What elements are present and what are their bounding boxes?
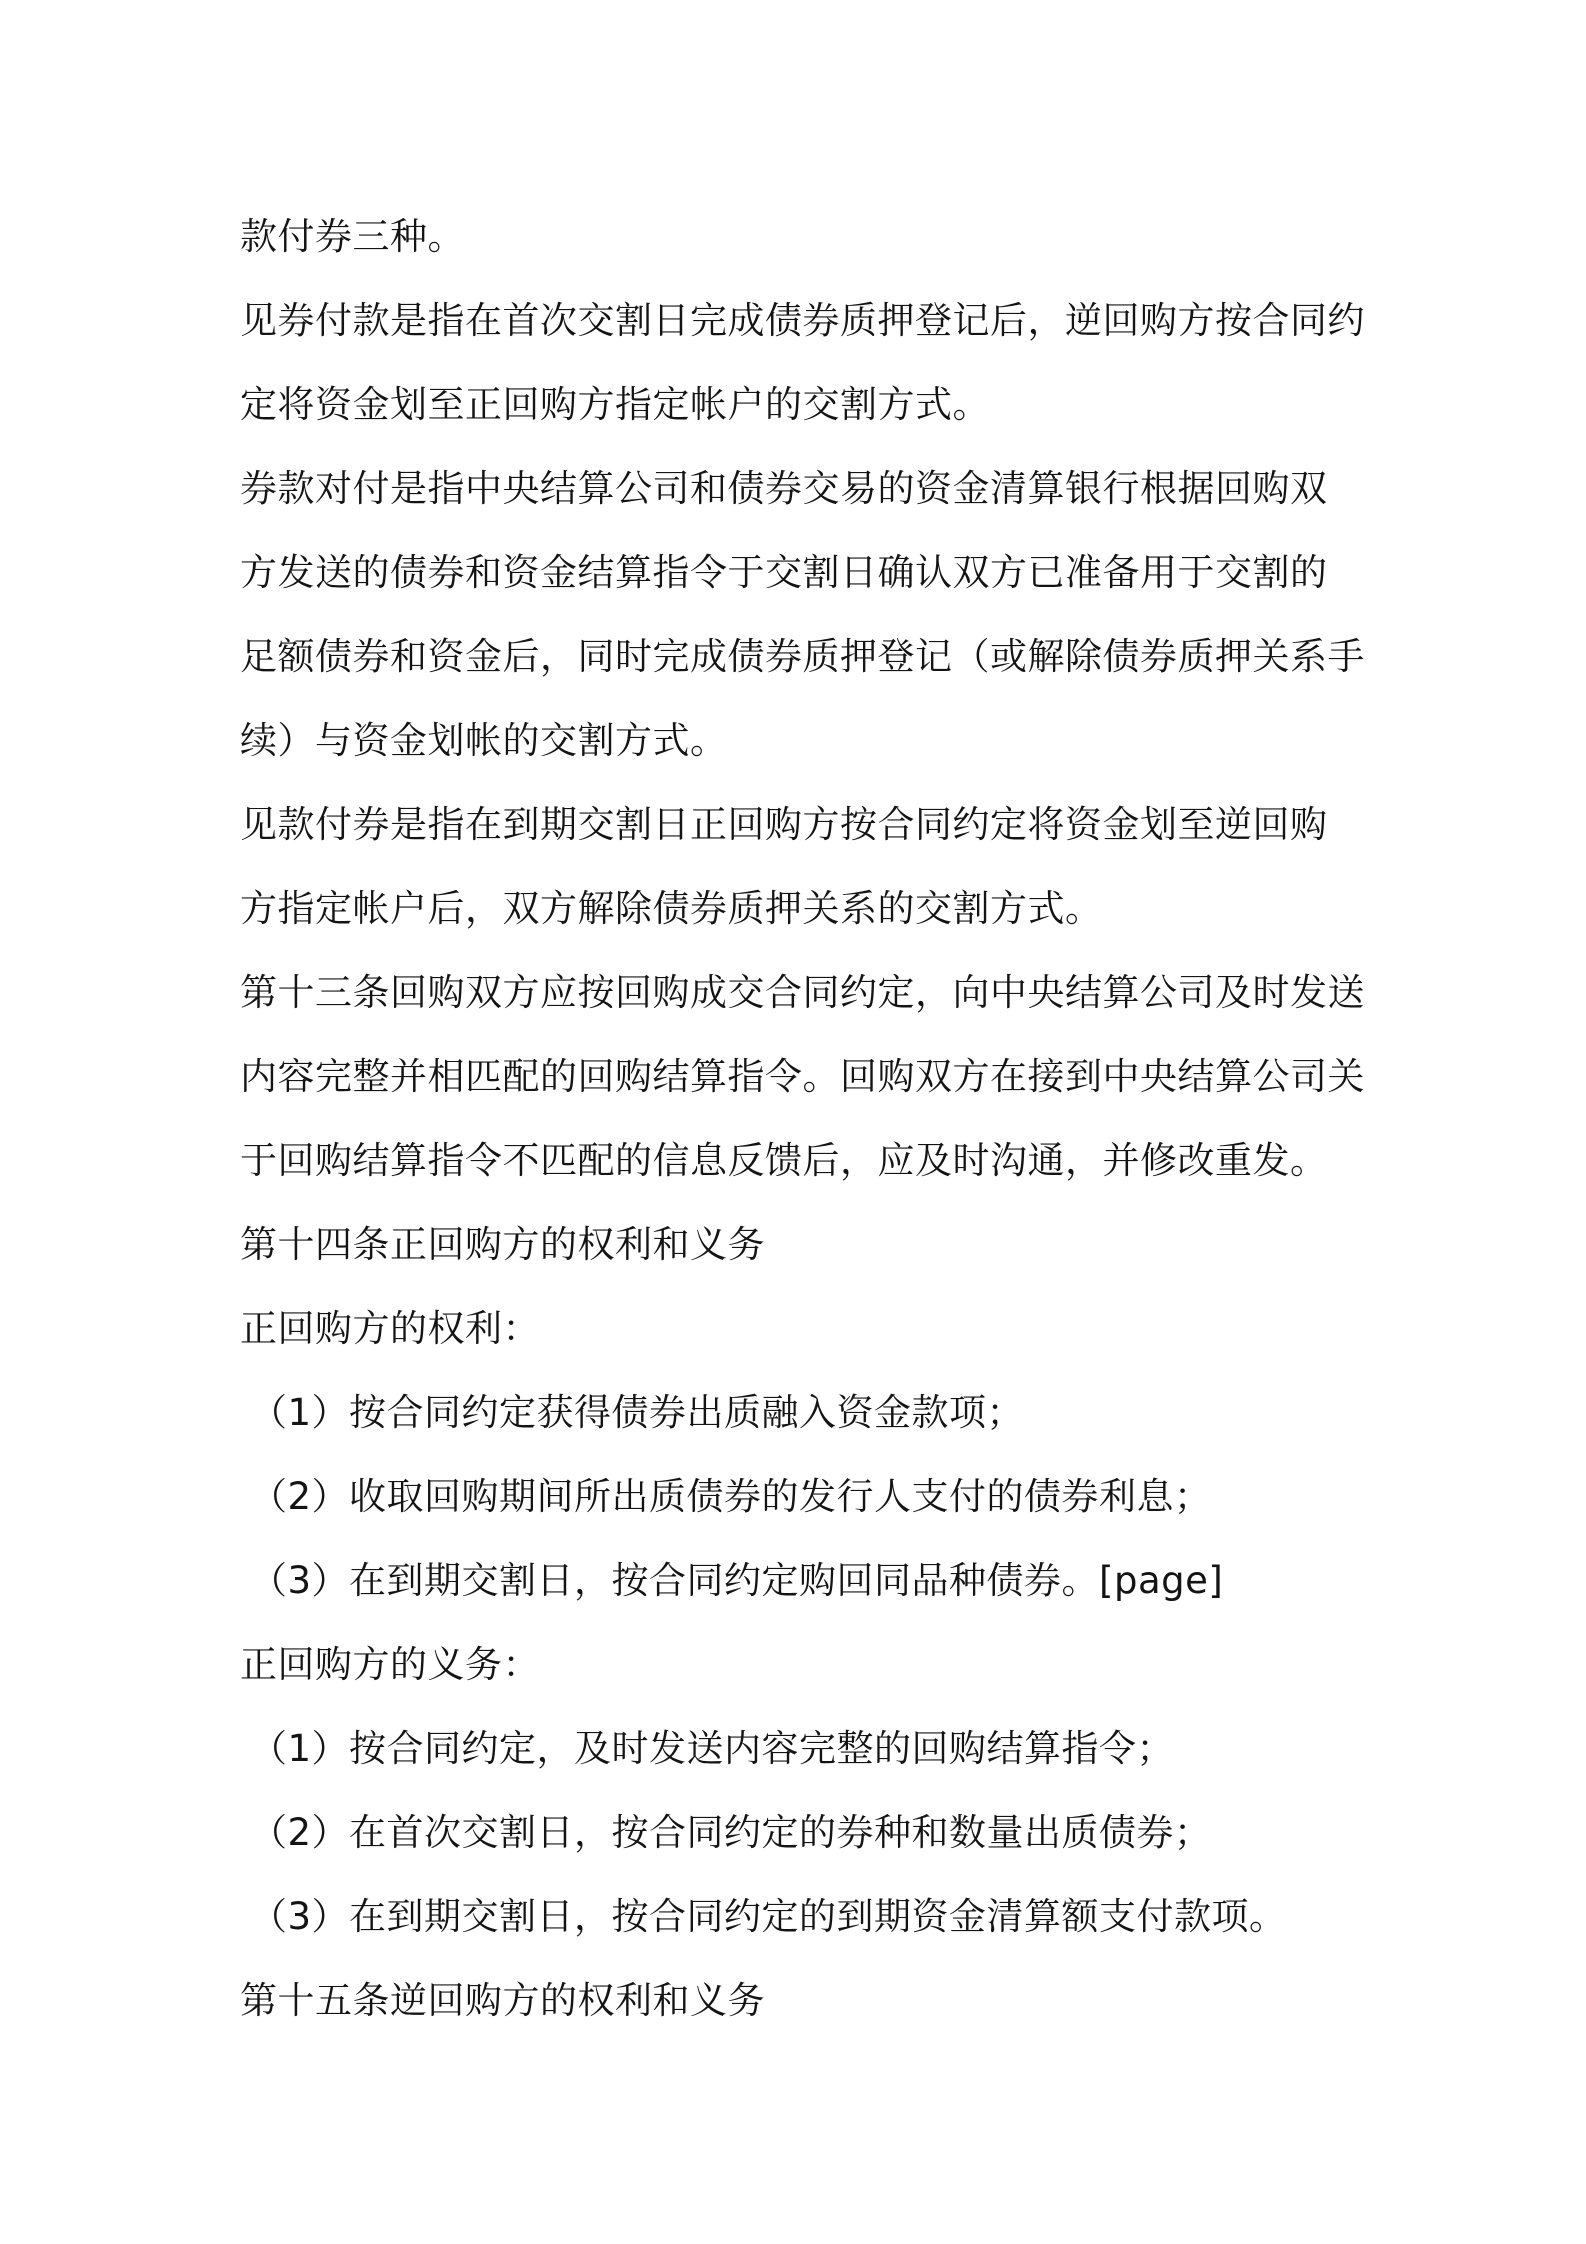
list-item: （1）按合同约定，及时发送内容完整的回购结算指令；	[250, 1727, 1175, 1770]
text-line: 内容完整并相匹配的回购结算指令。回购双方在接到中央结算公司关	[240, 1055, 1365, 1098]
subheading: 正回购方的义务：	[240, 1643, 540, 1686]
text-line: 券款对付是指中央结算公司和债券交易的资金清算银行根据回购双	[240, 467, 1328, 510]
text-line: 定将资金划至正回购方指定帐户的交割方式。	[240, 383, 990, 426]
text-line: 于回购结算指令不匹配的信息反馈后，应及时沟通，并修改重发。	[240, 1139, 1328, 1182]
list-item: （2）在首次交割日，按合同约定的券种和数量出质债券；	[250, 1811, 1212, 1854]
text-line: 见款付券是指在到期交割日正回购方按合同约定将资金划至逆回购	[240, 803, 1328, 846]
list-item: （2）收取回购期间所出质债券的发行人支付的债券利息；	[250, 1475, 1212, 1518]
document-body	[240, 195, 1365, 2043]
text-line: 款付券三种。	[240, 215, 465, 258]
text-line: 第十三条回购双方应按回购成交合同约定，向中央结算公司及时发送	[240, 971, 1365, 1014]
text-line: 见券付款是指在首次交割日完成债券质押登记后，逆回购方按合同约	[240, 299, 1365, 342]
list-item: （3）在到期交割日，按合同约定购回同品种债券。[page]	[250, 1559, 1224, 1602]
text-line: 足额债券和资金后，同时完成债券质押登记（或解除债券质押关系手	[240, 635, 1365, 678]
text-line: 方指定帐户后，双方解除债券质押关系的交割方式。	[240, 887, 1103, 930]
section-heading: 第十四条正回购方的权利和义务	[240, 1223, 765, 1266]
subheading: 正回购方的权利：	[240, 1307, 540, 1350]
list-item: （1）按合同约定获得债券出质融入资金款项；	[250, 1391, 1025, 1434]
text-line: 续）与资金划帐的交割方式。	[240, 719, 728, 762]
list-item: （3）在到期交割日，按合同约定的到期资金清算额支付款项。	[250, 1895, 1287, 1938]
section-heading: 第十五条逆回购方的权利和义务	[240, 1979, 765, 2022]
text-line: 方发送的债券和资金结算指令于交割日确认双方已准备用于交割的	[240, 551, 1328, 594]
